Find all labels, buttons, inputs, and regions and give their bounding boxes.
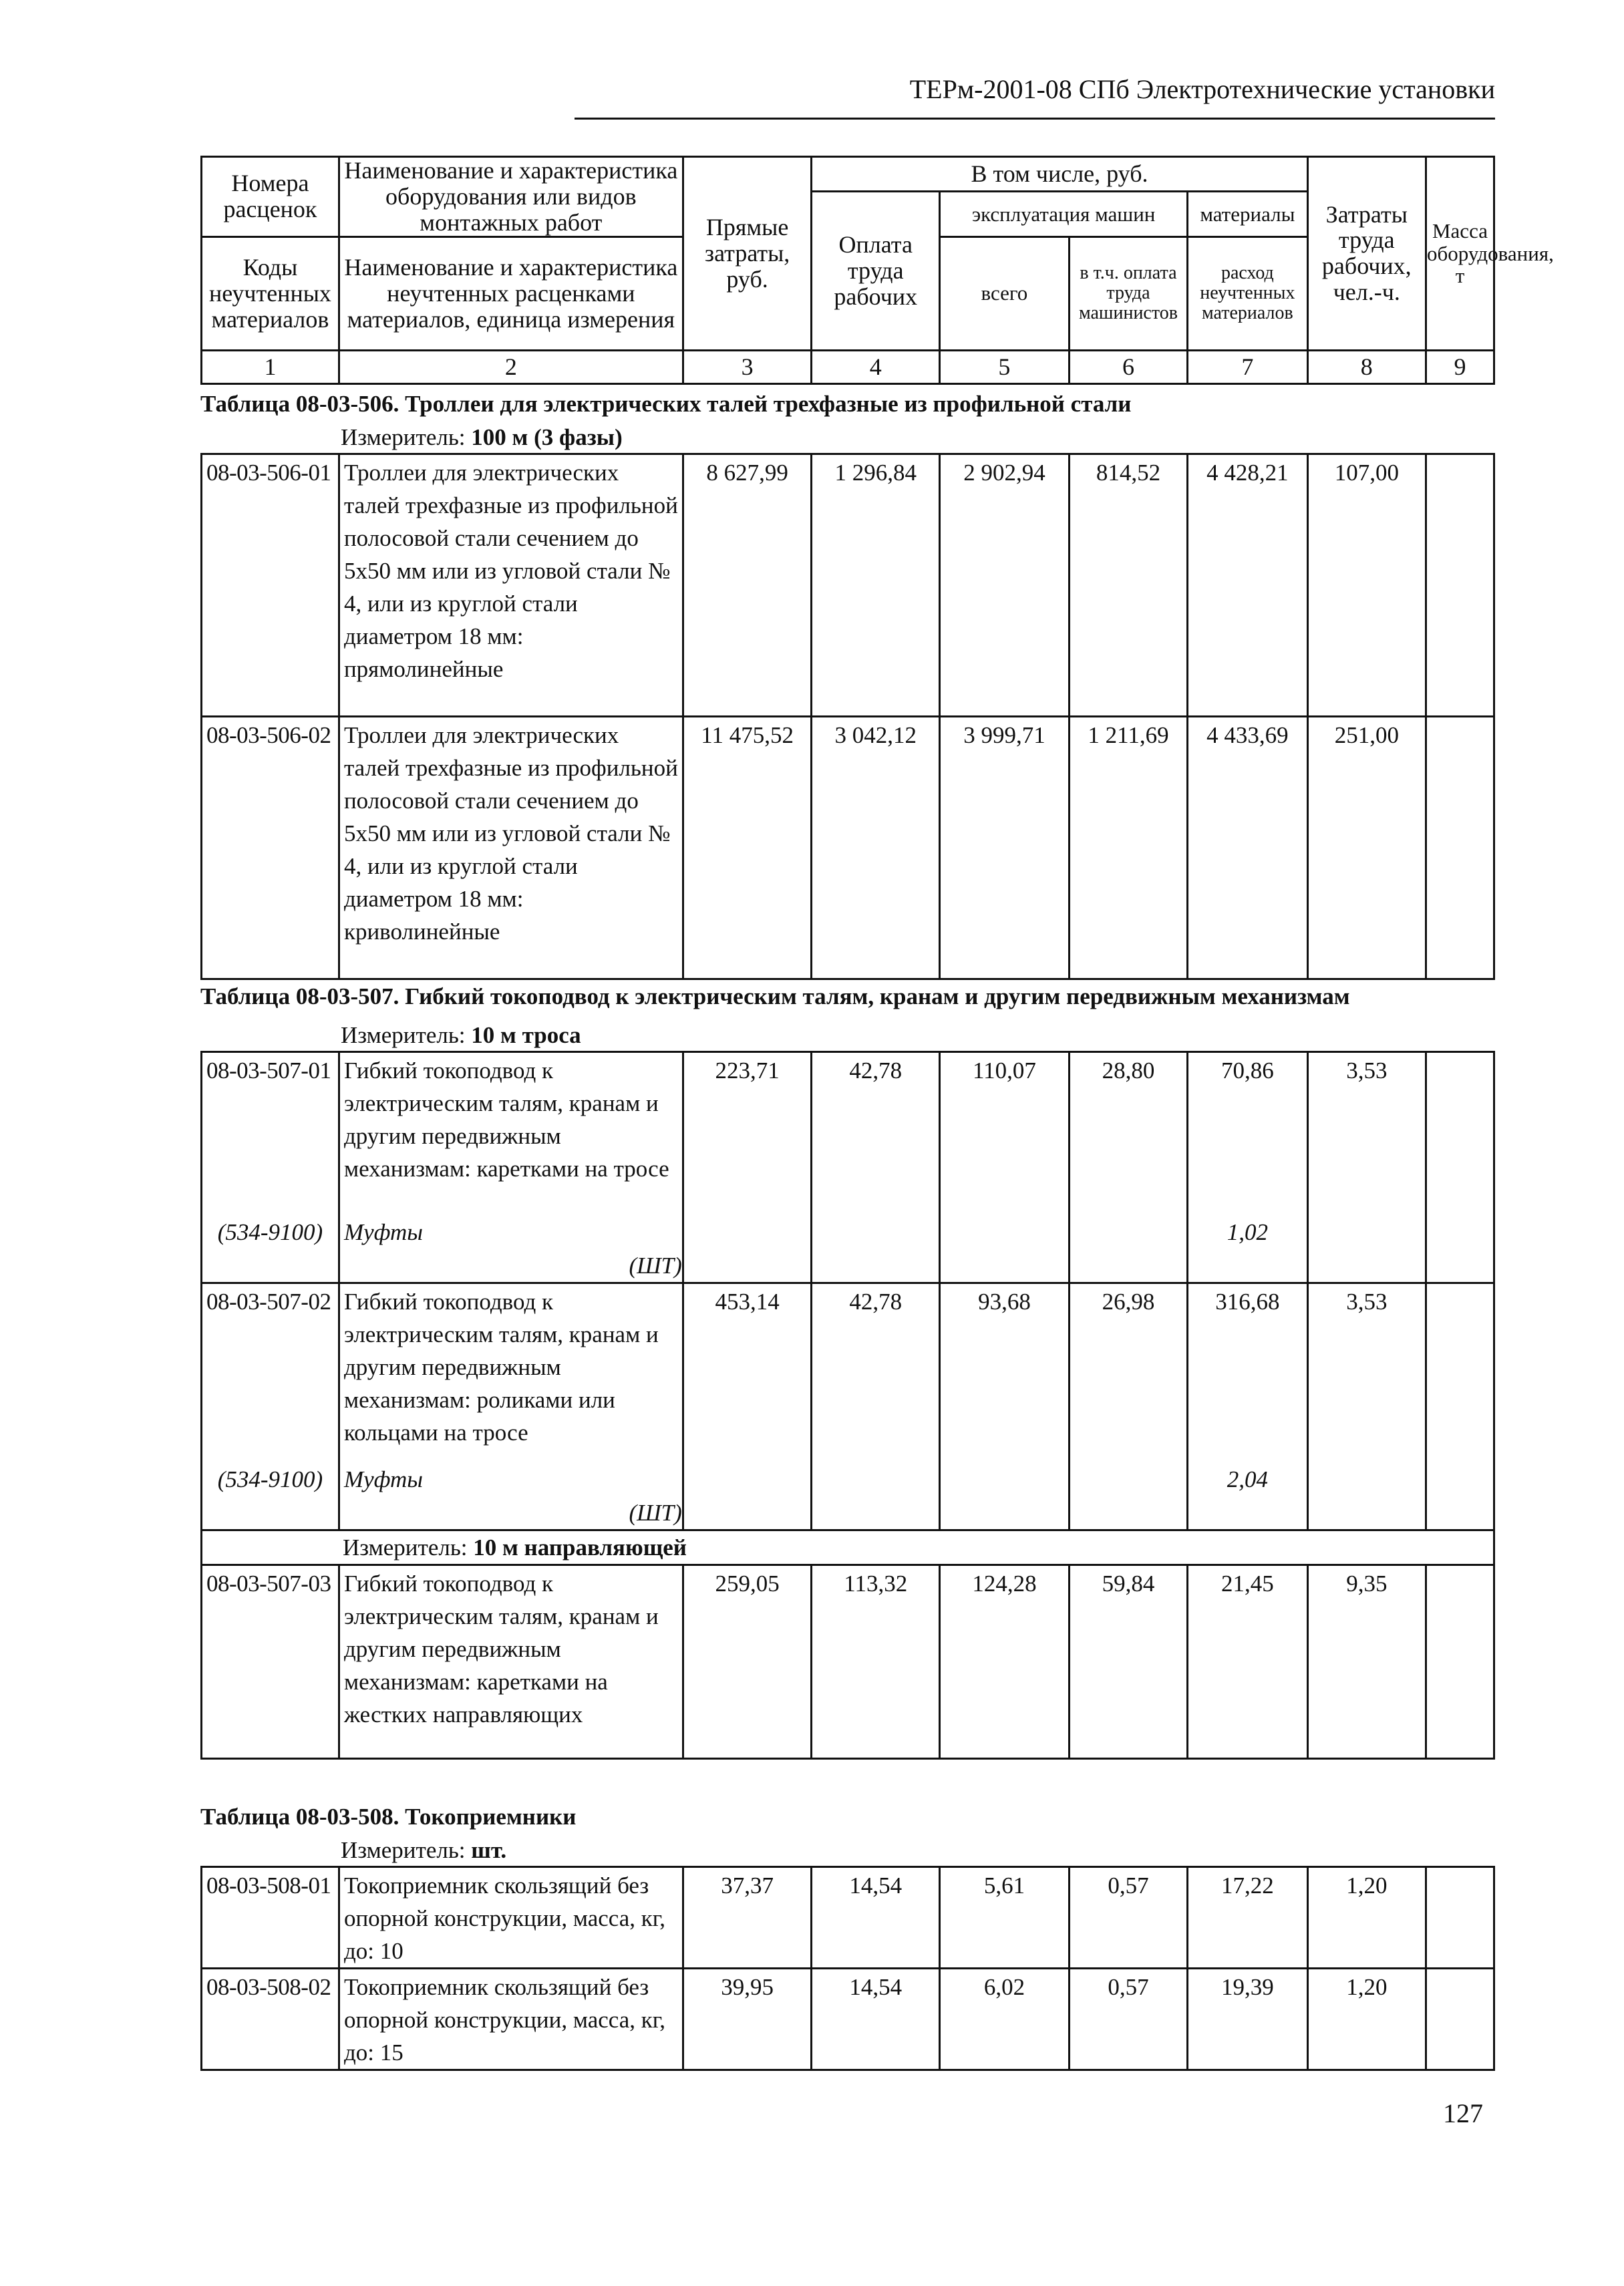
row-mass bbox=[1426, 1052, 1494, 1283]
table-row bbox=[202, 1867, 1494, 1969]
header-rule bbox=[575, 118, 1495, 120]
row-mass bbox=[1426, 1283, 1494, 1530]
row-machines-total: 2 902,94 bbox=[940, 454, 1070, 717]
row-worker-pay: 42,78 bbox=[812, 1052, 940, 1283]
row-direct-costs: 259,05 bbox=[683, 1565, 812, 1759]
header-machines: эксплуатация машин bbox=[940, 192, 1188, 237]
col-num-9: 9 bbox=[1426, 350, 1494, 383]
row-code: 08-03-508-01 bbox=[202, 1867, 339, 1969]
page-header: ТЕРм-2001-08 СПб Электротехнические установки bbox=[909, 74, 1495, 104]
row-machines-total: 124,28 bbox=[940, 1565, 1070, 1759]
row-labor-hours: 107,00 bbox=[1307, 454, 1426, 717]
header-including: В том числе, руб. bbox=[812, 157, 1307, 192]
table-506 bbox=[200, 453, 1495, 980]
row-mass bbox=[1426, 454, 1494, 717]
row-materials: 19,39 bbox=[1188, 1969, 1307, 2070]
row-materials: 4 428,21 bbox=[1188, 454, 1307, 717]
row-name: Гибкий токоподвод к электрическим талям, кранам и другим передвижным механизмам: роликами или кольцами на тросе bbox=[339, 1283, 683, 1463]
material-code-blank bbox=[202, 1496, 339, 1530]
row-code: 08-03-507-02 bbox=[202, 1283, 339, 1463]
row-worker-pay: 1 296,84 bbox=[812, 454, 940, 717]
header-codes: Номера расценок bbox=[202, 157, 339, 237]
row-mass bbox=[1426, 1969, 1494, 2070]
row-materials: 17,22 bbox=[1188, 1867, 1307, 1969]
header-machinist-pay: в т.ч. оплата труда машинистов bbox=[1069, 236, 1187, 350]
row-materials: 21,45 bbox=[1188, 1565, 1307, 1759]
col-num-8: 8 bbox=[1307, 350, 1426, 383]
row-labor-hours: 3,53 bbox=[1307, 1283, 1426, 1530]
meter-508: Измеритель: шт. bbox=[341, 1837, 507, 1863]
header-work-name: Наименование и характеристика оборудования или видов монтажных работ bbox=[339, 157, 683, 237]
row-materials: 70,86 bbox=[1188, 1052, 1307, 1216]
row-direct-costs: 223,71 bbox=[683, 1052, 812, 1283]
row-machines-total: 5,61 bbox=[940, 1867, 1070, 1969]
material-quantity: 2,04 bbox=[1188, 1463, 1307, 1530]
col-num-6: 6 bbox=[1069, 350, 1187, 383]
col-num-3: 3 bbox=[683, 350, 812, 383]
material-name: Муфты bbox=[339, 1216, 683, 1249]
material-unit: (ШТ) bbox=[339, 1496, 683, 1530]
meter-506: Измеритель: 100 м (3 фазы) bbox=[341, 424, 623, 450]
row-direct-costs: 11 475,52 bbox=[683, 717, 812, 979]
material-quantity: 1,02 bbox=[1188, 1216, 1307, 1283]
material-code-blank bbox=[202, 1249, 339, 1283]
row-worker-pay: 42,78 bbox=[812, 1283, 940, 1530]
table-507 bbox=[200, 1051, 1495, 1760]
row-labor-hours: 1,20 bbox=[1307, 1969, 1426, 2070]
section-title-508: Таблица 08-03-508. Токоприемники bbox=[200, 1804, 577, 1830]
col-num-4: 4 bbox=[812, 350, 940, 383]
row-name: Гибкий токоподвод к электрическим талям, кранам и другим передвижным механизмам: каретками на тросе bbox=[339, 1052, 683, 1216]
row-mass bbox=[1426, 717, 1494, 979]
table-508 bbox=[200, 1866, 1495, 2071]
row-mass bbox=[1426, 1867, 1494, 1969]
column-header-table bbox=[200, 156, 1554, 385]
material-name: Муфты bbox=[339, 1463, 683, 1496]
row-name: Троллеи для электрических талей трехфазные из профильной полосовой стали сечением до 5х50 мм или из угловой стали № 4, или из круглой стали диаметром 18 мм: прямолинейные bbox=[339, 454, 683, 717]
row-machines-total: 3 999,71 bbox=[940, 717, 1070, 979]
table-row bbox=[202, 717, 1494, 979]
col-num-7: 7 bbox=[1188, 350, 1307, 383]
row-machinist-pay: 0,57 bbox=[1069, 1867, 1187, 1969]
row-machines-total: 93,68 bbox=[940, 1283, 1070, 1530]
row-machinist-pay: 814,52 bbox=[1069, 454, 1187, 717]
row-name: Гибкий токоподвод к электрическим талям, кранам и другим передвижным механизмам: каретками на жестких направляющих bbox=[339, 1565, 683, 1759]
row-labor-hours: 3,53 bbox=[1307, 1052, 1426, 1283]
material-code: (534-9100) bbox=[202, 1216, 339, 1249]
row-worker-pay: 3 042,12 bbox=[812, 717, 940, 979]
row-machinist-pay: 0,57 bbox=[1069, 1969, 1187, 2070]
row-materials: 4 433,69 bbox=[1188, 717, 1307, 979]
page-number: 127 bbox=[1443, 2098, 1483, 2128]
row-name: Токоприемник скользящий без опорной конструкции, масса, кг, до: 10 bbox=[339, 1867, 683, 1969]
table-row bbox=[202, 454, 1494, 717]
row-code: 08-03-506-01 bbox=[202, 454, 339, 717]
col-num-2: 2 bbox=[339, 350, 683, 383]
meter-507-guide: Измеритель: 10 м направляющей bbox=[202, 1530, 1494, 1565]
row-direct-costs: 8 627,99 bbox=[683, 454, 812, 717]
header-material-name: Наименование и характеристика неучтенных расценками материалов, единица измерения bbox=[339, 236, 683, 350]
header-unaccounted-codes: Коды неучтенных материалов bbox=[202, 236, 339, 350]
row-worker-pay: 14,54 bbox=[812, 1867, 940, 1969]
row-materials: 316,68 bbox=[1188, 1283, 1307, 1463]
row-direct-costs: 37,37 bbox=[683, 1867, 812, 1969]
row-machines-total: 110,07 bbox=[940, 1052, 1070, 1283]
row-name: Токоприемник скользящий без опорной конструкции, масса, кг, до: 15 bbox=[339, 1969, 683, 2070]
row-labor-hours: 1,20 bbox=[1307, 1867, 1426, 1969]
col-num-5: 5 bbox=[940, 350, 1070, 383]
table-row bbox=[202, 1283, 1494, 1463]
row-machinist-pay: 26,98 bbox=[1069, 1283, 1187, 1530]
header-direct-costs: Прямые затраты, руб. bbox=[683, 157, 812, 351]
row-machinist-pay: 1 211,69 bbox=[1069, 717, 1187, 979]
table-row bbox=[202, 1969, 1494, 2070]
row-machinist-pay: 59,84 bbox=[1069, 1565, 1187, 1759]
meter-507: Измеритель: 10 м троса bbox=[341, 1022, 581, 1048]
row-name: Троллеи для электрических талей трехфазные из профильной полосовой стали сечением до 5х50 мм или из угловой стали № 4, или из круглой стали диаметром 18 мм: криволинейные bbox=[339, 717, 683, 979]
row-worker-pay: 113,32 bbox=[812, 1565, 940, 1759]
row-code: 08-03-506-02 bbox=[202, 717, 339, 979]
row-machines-total: 6,02 bbox=[940, 1969, 1070, 2070]
row-machinist-pay: 28,80 bbox=[1069, 1052, 1187, 1283]
section-title-506: Таблица 08-03-506. Троллеи для электрических талей трехфазные из профильной стали bbox=[200, 391, 1132, 417]
header-machines-total: всего bbox=[940, 236, 1070, 350]
row-labor-hours: 9,35 bbox=[1307, 1565, 1426, 1759]
table-row bbox=[202, 1052, 1494, 1216]
row-mass bbox=[1426, 1565, 1494, 1759]
row-code: 08-03-507-01 bbox=[202, 1052, 339, 1216]
header-materials: материалы bbox=[1188, 192, 1307, 237]
row-code: 08-03-508-02 bbox=[202, 1969, 339, 2070]
row-worker-pay: 14,54 bbox=[812, 1969, 940, 2070]
row-direct-costs: 453,14 bbox=[683, 1283, 812, 1530]
row-labor-hours: 251,00 bbox=[1307, 717, 1426, 979]
header-unaccounted-materials: расход неучтенных материалов bbox=[1188, 236, 1307, 350]
table-row bbox=[202, 1565, 1494, 1759]
row-direct-costs: 39,95 bbox=[683, 1969, 812, 2070]
header-labor-hours: Затраты труда рабочих, чел.-ч. bbox=[1307, 157, 1426, 351]
row-code: 08-03-507-03 bbox=[202, 1565, 339, 1759]
meter-row bbox=[202, 1530, 1494, 1565]
section-title-507: Таблица 08-03-507. Гибкий токоподвод к электрическим талям, кранам и другим передвижным механизмам bbox=[200, 983, 1350, 1009]
header-worker-pay: Оплата труда рабочих bbox=[812, 192, 940, 351]
col-num-1: 1 bbox=[202, 350, 339, 383]
header-mass: Масса оборудования, т bbox=[1426, 157, 1494, 351]
material-code: (534-9100) bbox=[202, 1463, 339, 1496]
material-unit: (ШТ) bbox=[339, 1249, 683, 1283]
